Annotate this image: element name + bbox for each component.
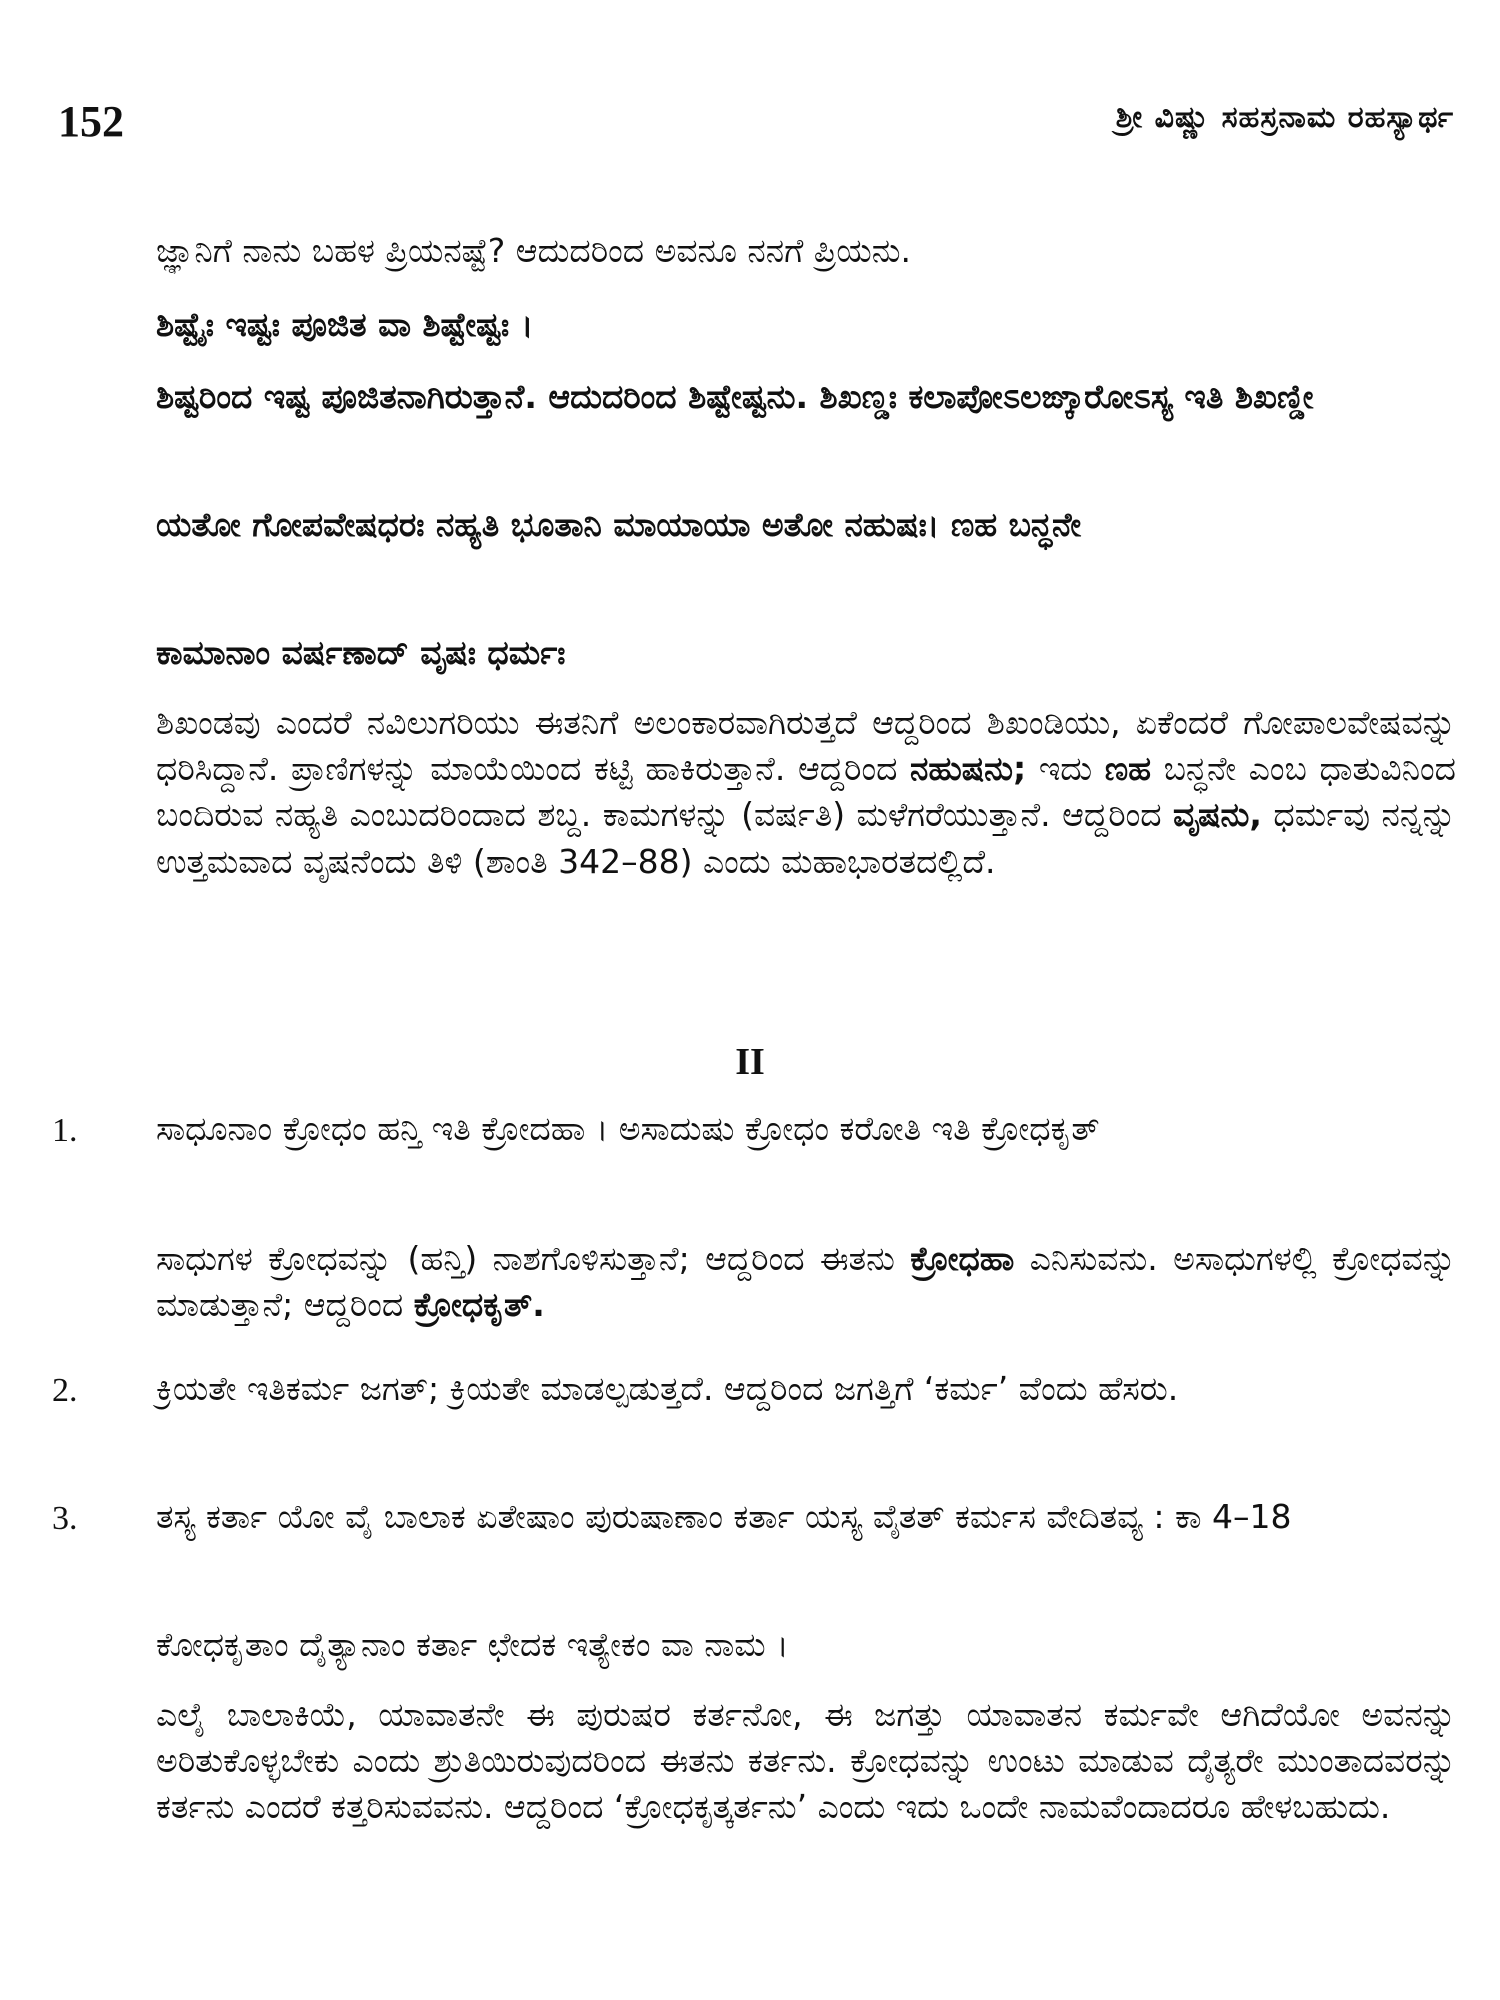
section-heading: II bbox=[735, 1041, 765, 1083]
term-krodhakrut: ಕ್ರೋಧಕೃತ್. bbox=[413, 1285, 545, 1325]
paragraph-text: ಎನಿಸುವನು. ಅಸಾಧುಗಳಲ್ಲಿ ಕ್ರೋಧವನ್ನು ಮಾಡುತ್ತಾನೆ; ಆದ್ದರಿಂದ bbox=[156, 1239, 1456, 1325]
paragraph-text: ಸಾಧುಗಳ ಕ್ರೋಧವನ್ನು (ಹನ್ತಿ) ನಾಶಗೊಳಿಸುತ್ತಾನೆ; ಆದ್ದರಿಂದ ಈತನು bbox=[156, 1239, 895, 1278]
verse-krodhakrutam: ಕೋಧಕೃತಾಂ ದೈತ್ಯಾನಾಂ ಕರ್ತಾ ಛೇದಕ ಇತ್ಯೇಕಂ ವಾ ನಾಮ । bbox=[156, 1625, 789, 1664]
item-number: 1. bbox=[52, 1112, 78, 1149]
term-krodhaha: ಕ್ರೋಧಹಾ bbox=[910, 1239, 1015, 1278]
paragraph-text: ಇದು bbox=[1038, 749, 1093, 789]
paragraph-krodhaha-meaning bbox=[156, 1236, 1456, 1328]
verse-karta: ತಸ್ಯ ಕರ್ತಾ ಯೋ ವೈ ಬಾಲಾಕ ಏತೇಷಾಂ ಪುರುಷಾಣಾಂ ಕರ್ತಾ ಯಸ್ಯ ವೈತತ್ ಕರ್ಮಸ ವೇದಿತವ್ಯ : ಕಾ 4–18 bbox=[156, 1497, 1292, 1536]
intro-line: ಜ್ಞಾನಿಗೆ ನಾನು ಬಹಳ ಪ್ರಿಯನಷ್ಟೆ? ಆದುದರಿಂದ ಅವನೂ ನನಗೆ ಪ್ರಿಯನು. bbox=[156, 231, 912, 270]
paragraph-karta-meaning: ಎಲೈ ಬಾಲಾಕಿಯೆ, ಯಾವಾತನೇ ಈ ಪುರುಷರ ಕರ್ತನೋ, ಈ ಜಗತ್ತು ಯಾವಾತನ ಕರ್ಮವೇ ಆಗಿದೆಯೋ ಅವನನ್ನು ಅರಿತುಕೊಳ್ಳಬೇಕು ಎಂದು ಶ್ರುತಿಯಿರುವುದರಿಂದ ಈತನು ಕರ್ತನು. ಕ್ರೋಧವನ್ನು ಉಂಟು ಮಾಡುವ ದೈತ್ಯರೇ ಮುಂತಾದವರನ್ನು ಕರ್ತನು ಎಂದರೆ ಕತ್ತರಿಸುವವನು. ಆದ್ದರಿಂದ ‘ಕ್ರೋಧಕೃತ್ಕರ್ತನು’ ಎಂದು ಇದು ಒಂದೇ ನಾಮವೆಂದಾದರೂ ಹೇಳಬಹುದು. bbox=[156, 1695, 1456, 1827]
item-number: 3. bbox=[52, 1500, 78, 1537]
term-vrushanu: ವೃಷನು, bbox=[1173, 795, 1262, 835]
verse-shikhandi: ಶಿಷ್ಟರಿಂದ ಇಷ್ಟ ಪೂಜಿತನಾಗಿರುತ್ತಾನೆ. ಆದುದರಿಂದ ಶಿಷ್ಟೇಷ್ಟನು. ಶಿಖಣ್ಡಃ ಕಲಾಪೋಽಲಙ್ಕಾರೋಽಸ್ಯ ಇತಿ ಶಿಖಣ್ಡೀ bbox=[156, 377, 1314, 416]
paragraph-karma: ಕ್ರಿಯತೇ ಇತಿಕರ್ಮ ಜಗತ್; ಕ್ರಿಯತೇ ಮಾಡಲ್ಪಡುತ್ತದೆ. ಆದ್ದರಿಂದ ಜಗತ್ತಿಗೆ ‘ಕರ್ಮ’ ವೆಂದು ಹೆಸರು. bbox=[156, 1369, 1179, 1408]
verse-nahusha: ಯತೋ ಗೋಪವೇಷಧರಃ ನಹ್ಯತಿ ಭೂತಾನಿ ಮಾಯಾಯಾ ಅತೋ ನಹುಷಃ। ಣಹ ಬನ್ಧನೇ bbox=[156, 505, 1082, 544]
verse-vrusha: ಕಾಮಾನಾಂ ವರ್ಷಣಾದ್ ವೃಷಃ ಧರ್ಮಃ bbox=[156, 633, 566, 672]
verse-shishteshta: ಶಿಷ್ಟೈಃ ಇಷ್ಟಃ ಪೂಜಿತ ವಾ ಶಿಷ್ಟೇಷ್ಟಃ । bbox=[156, 305, 534, 344]
term-nahushanu: ನಹುಷನು; bbox=[910, 749, 1027, 789]
term-naha: ಣಹ bbox=[1104, 749, 1151, 789]
paragraph-text: ಬನ್ಧನೇ ಎಂಬ ಧಾತುವಿನಿಂದ ಬಂದಿರುವ ನಹ್ಯತಿ ಎಂಬುದರಿಂದಾದ ಶಬ್ದ. ಕಾಮಗಳನ್ನು (ವರ್ಷತಿ) ಮಳೆಗರೆಯುತ್ತಾನೆ. ಆದ್ದರಿಂದ bbox=[156, 749, 1456, 835]
item-number: 2. bbox=[52, 1372, 78, 1409]
paragraph-text: ಶಿಖಂಡವು ಎಂದರೆ ನವಿಲುಗರಿಯು ಈತನಿಗೆ ಅಲಂಕಾರವಾಗಿರುತ್ತದೆ ಆದ್ದರಿಂದ ಶಿಖಂಡಿಯು, ಏಕೆಂದರೆ ಗೋಪಾಲವೇಷವನ್ನು ಧರಿಸಿದ್ದಾನೆ. ಪ್ರಾಣಿಗಳನ್ನು ಮಾಯೆಯಿಂದ ಕಟ್ಟಿ ಹಾಕಿರುತ್ತಾನೆ. ಆದ್ದರಿಂದ bbox=[156, 703, 1456, 789]
page-number: 152 bbox=[58, 97, 124, 146]
running-title: ಶ್ರೀ ವಿಷ್ಣು ಸಹಸ್ರನಾಮ ರಹಸ್ಯಾರ್ಥ bbox=[1115, 100, 1454, 135]
verse-krodhaha: ಸಾಧೂನಾಂ ಕ್ರೋಧಂ ಹನ್ತಿ ಇತಿ ಕ್ರೋದಹಾ । ಅಸಾದುಷು ಕ್ರೋಧಂ ಕರೋತಿ ಇತಿ ಕ್ರೋಧಕೃತ್ bbox=[156, 1109, 1100, 1148]
paragraph-text: ಧರ್ಮವು ನನ್ನನ್ನು ಉತ್ತಮವಾದ ವೃಷನೆಂದು ತಿಳಿ (ಶಾಂತಿ 342–88) ಎಂದು ಮಹಾಭಾರತದಲ್ಲಿದೆ. bbox=[156, 795, 1456, 881]
paragraph-shikhandi-meaning bbox=[156, 700, 1456, 885]
